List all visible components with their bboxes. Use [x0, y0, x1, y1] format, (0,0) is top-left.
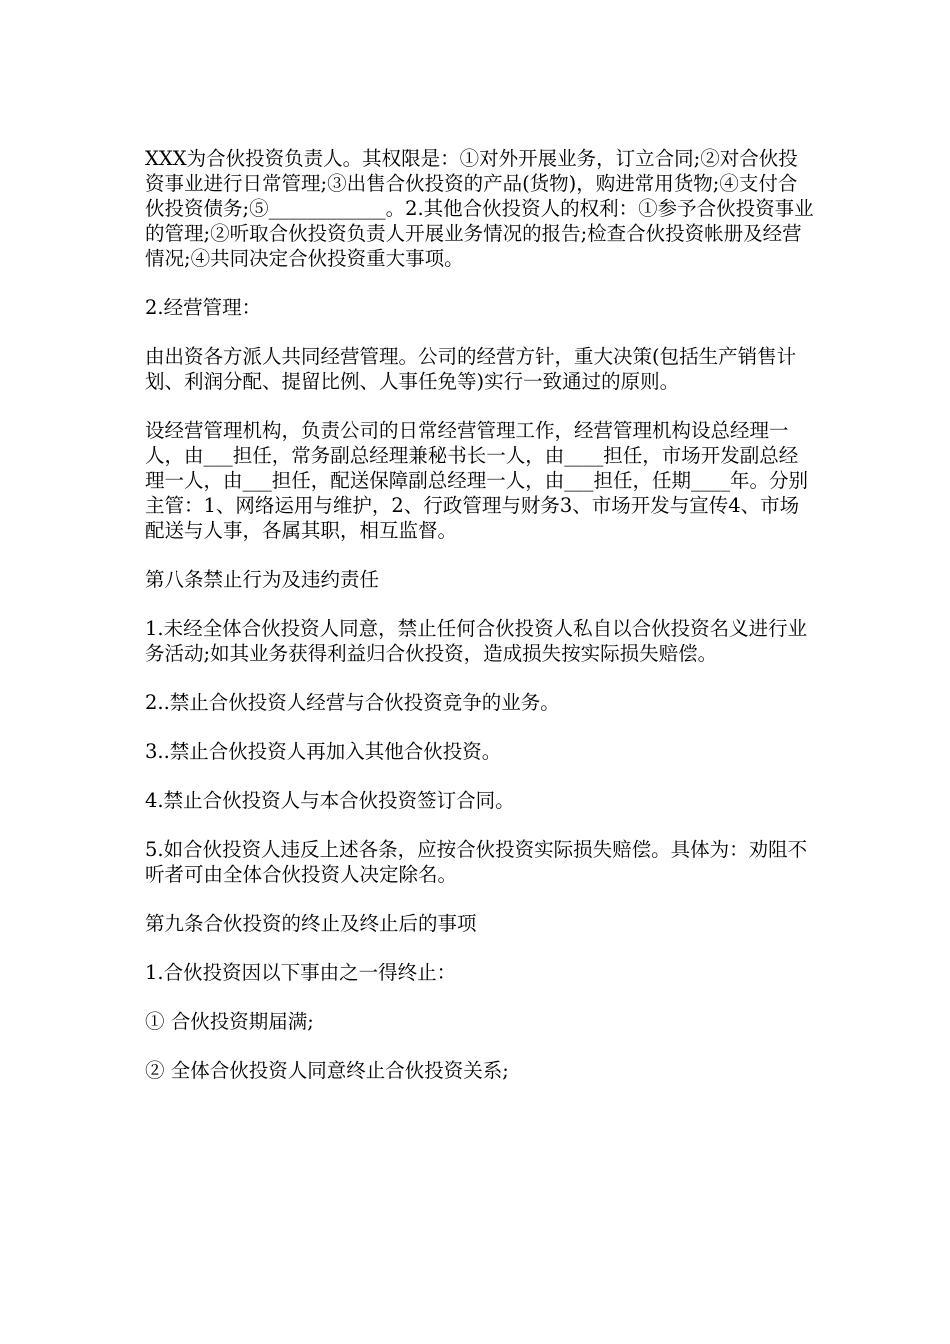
paragraph-prohibition-1: 1.未经全体合伙投资人同意，禁止任何合伙投资人私自以合伙投资名义进行业务活动;如其业务获得利益归合伙投资，造成损失按实际损失赔偿。 — [145, 617, 808, 665]
document-body — [145, 146, 815, 1107]
paragraph-termination-intro: 1.合伙投资因以下事由之一得终止： — [145, 961, 457, 984]
article-8-heading: 第八条禁止行为及违约责任 — [145, 568, 380, 591]
paragraph-prohibition-5: 5.如合伙投资人违反上述各条，应按合伙投资实际损失赔偿。具体为：劝阻不听者可由全体合伙投资人决定除名。 — [145, 838, 808, 886]
paragraph-partner-authority: XXX为合伙投资负责人。其权限是：①对外开展业务，订立合同;②对合伙投资事业进行日常管理;③出售合伙投资的产品(货物)，购进常用货物;④支付合伙投资债务;⑤____________。2.其他合伙投资人的权利：①参予合伙投资事业的管理;②听取合伙投资负责人开展业务情况的报告;检查合伙投资帐册及经营情况;④共同决定合伙投资重大事项。 — [145, 147, 814, 270]
paragraph-termination-item-1: ① 合伙投资期届满; — [145, 1010, 314, 1033]
paragraph-prohibition-2: 2..禁止合伙投资人经营与合伙投资竞争的业务。 — [145, 691, 560, 714]
paragraph-joint-management: 由出资各方派人共同经营管理。公司的经营方针，重大决策(包括生产销售计划、利润分配、提留比例、人事任免等)实行一致通过的原则。 — [145, 345, 797, 393]
paragraph-prohibition-4: 4.禁止合伙投资人与本合伙投资签订合同。 — [145, 789, 515, 812]
article-9-heading: 第九条合伙投资的终止及终止后的事项 — [145, 912, 477, 935]
paragraph-prohibition-3: 3..禁止合伙投资人再加入其他合伙投资。 — [145, 740, 502, 763]
paragraph-management-structure: 设经营管理机构，负责公司的日常经营管理工作，经营管理机构设总经理一人，由___担任，常务副总经理兼秘书长一人，由____担任，市场开发副总经理一人，由___担任，配送保障副总经理一人，由___担任，任期____年。分别主管：1、网络运用与维护，2、行政管理与财务3、市场开发与宣传4、市场配送与人事，各属其职，相互监督。 — [145, 419, 809, 542]
paragraph-management-heading: 2.经营管理： — [145, 296, 262, 319]
paragraph-termination-item-2: ② 全体合伙投资人同意终止合伙投资关系; — [145, 1059, 509, 1082]
